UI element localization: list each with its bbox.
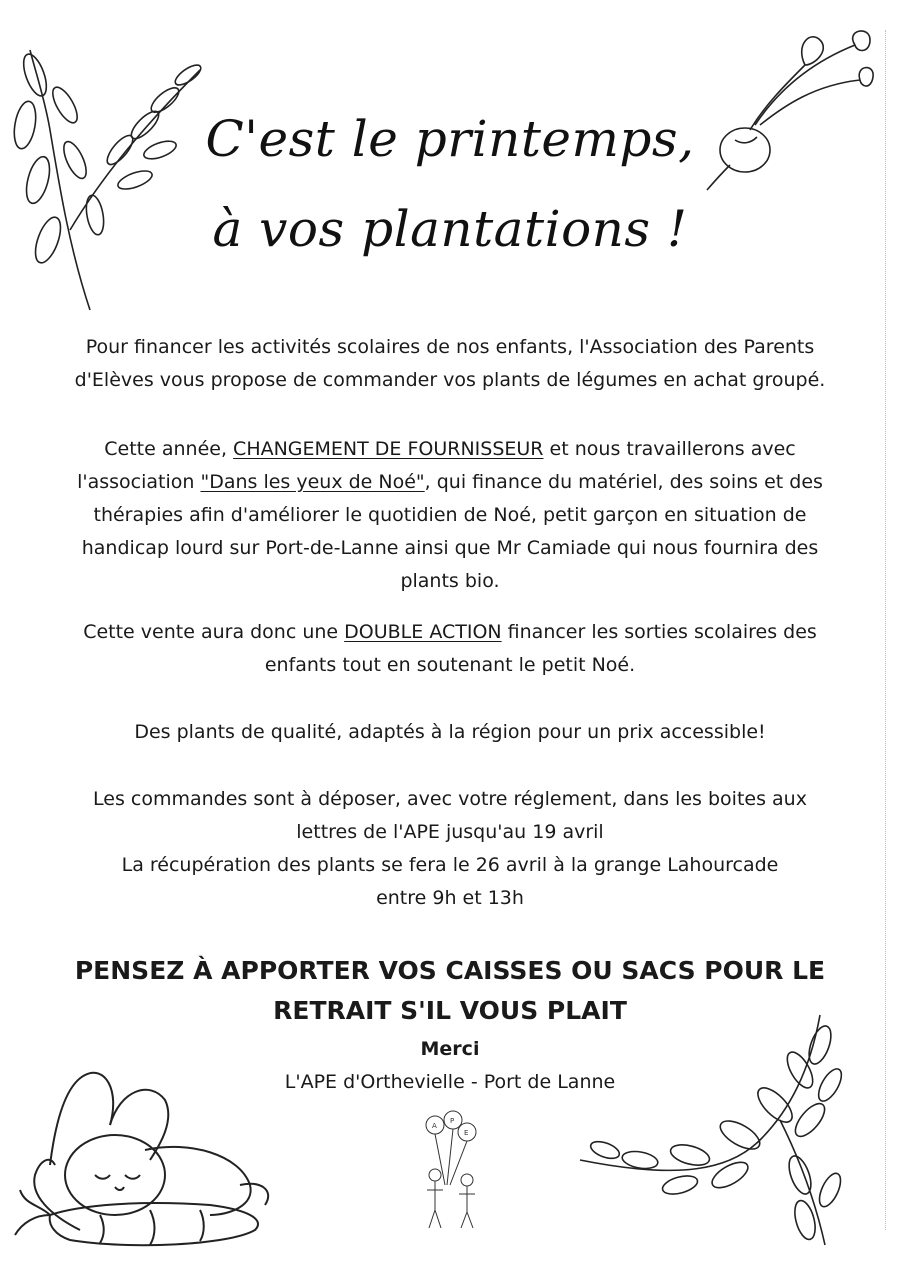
page-edge bbox=[885, 30, 886, 1230]
action-pre: Cette vente aura donc une bbox=[83, 621, 345, 643]
supplier-line-5: plants bio. bbox=[400, 570, 500, 592]
intro-line-1: Pour financer les activités scolaires de nos enfants, l'Association des Parents bbox=[85, 336, 815, 358]
action-post: financer les sorties scolaires des bbox=[501, 621, 817, 643]
signature-text: L'APE d'Orthevielle - Port de Lanne bbox=[284, 1071, 616, 1093]
logo-letter-a: A bbox=[432, 1122, 437, 1130]
orders-line-3: La récupération des plants se fera le 26 avril à la grange Lahourcade bbox=[121, 854, 779, 876]
reminder-line-1: PENSEZ À APPORTER VOS CAISSES OU SACS POUR LE bbox=[74, 956, 826, 985]
title-line-2: à vos plantations ! bbox=[212, 200, 688, 258]
orders-line-2: lettres de l'APE jusqu'au 19 avril bbox=[296, 821, 604, 843]
supplier-change-highlight: CHANGEMENT DE FOURNISSEUR bbox=[233, 438, 544, 460]
reminder-line-2: RETRAIT S'IL VOUS PLAIT bbox=[273, 996, 627, 1025]
supplier-line-3: thérapies afin d'améliorer le quotidien de Noé, petit garçon en situation de bbox=[93, 504, 807, 526]
intro-line-2: d'Elèves vous propose de commander vos plants de légumes en achat groupé. bbox=[74, 369, 826, 391]
action-paragraph bbox=[40, 616, 860, 682]
olive-branch-icon bbox=[10, 30, 210, 320]
logo-letter-e: E bbox=[464, 1129, 469, 1137]
thanks-text: Merci bbox=[420, 1038, 480, 1060]
quality-paragraph: Des plants de qualité, adaptés à la région pour un prix accessible! bbox=[134, 721, 766, 743]
double-action-highlight: DOUBLE ACTION bbox=[344, 621, 502, 643]
association-name: "Dans les yeux de Noé" bbox=[200, 471, 425, 493]
supplier-line-4: handicap lourd sur Port-de-Lanne ainsi que Mr Camiade qui nous fournira des bbox=[81, 537, 819, 559]
supplier-pre: Cette année, bbox=[104, 438, 234, 460]
logo-letter-p: P bbox=[450, 1117, 455, 1125]
sleeping-bunny-carrot-icon bbox=[10, 1065, 280, 1255]
supplier-paragraph bbox=[40, 433, 860, 598]
action-line-2: enfants tout en soutenant le petit Noé. bbox=[264, 654, 636, 676]
orders-line-4: entre 9h et 13h bbox=[376, 887, 524, 909]
supplier-line2-pre: l'association bbox=[77, 471, 201, 493]
supplier-line2-post: , qui finance du matériel, des soins et des bbox=[424, 471, 823, 493]
leafy-branch-icon bbox=[560, 1010, 860, 1250]
orders-paragraph bbox=[40, 783, 860, 915]
ape-balloons-logo bbox=[405, 1110, 495, 1250]
orders-line-1: Les commandes sont à déposer, avec votre réglement, dans les boites aux bbox=[93, 788, 807, 810]
supplier-post: et nous travaillerons avec bbox=[543, 438, 796, 460]
title-line-1: C'est le printemps, bbox=[205, 110, 695, 168]
intro-paragraph bbox=[40, 331, 860, 397]
